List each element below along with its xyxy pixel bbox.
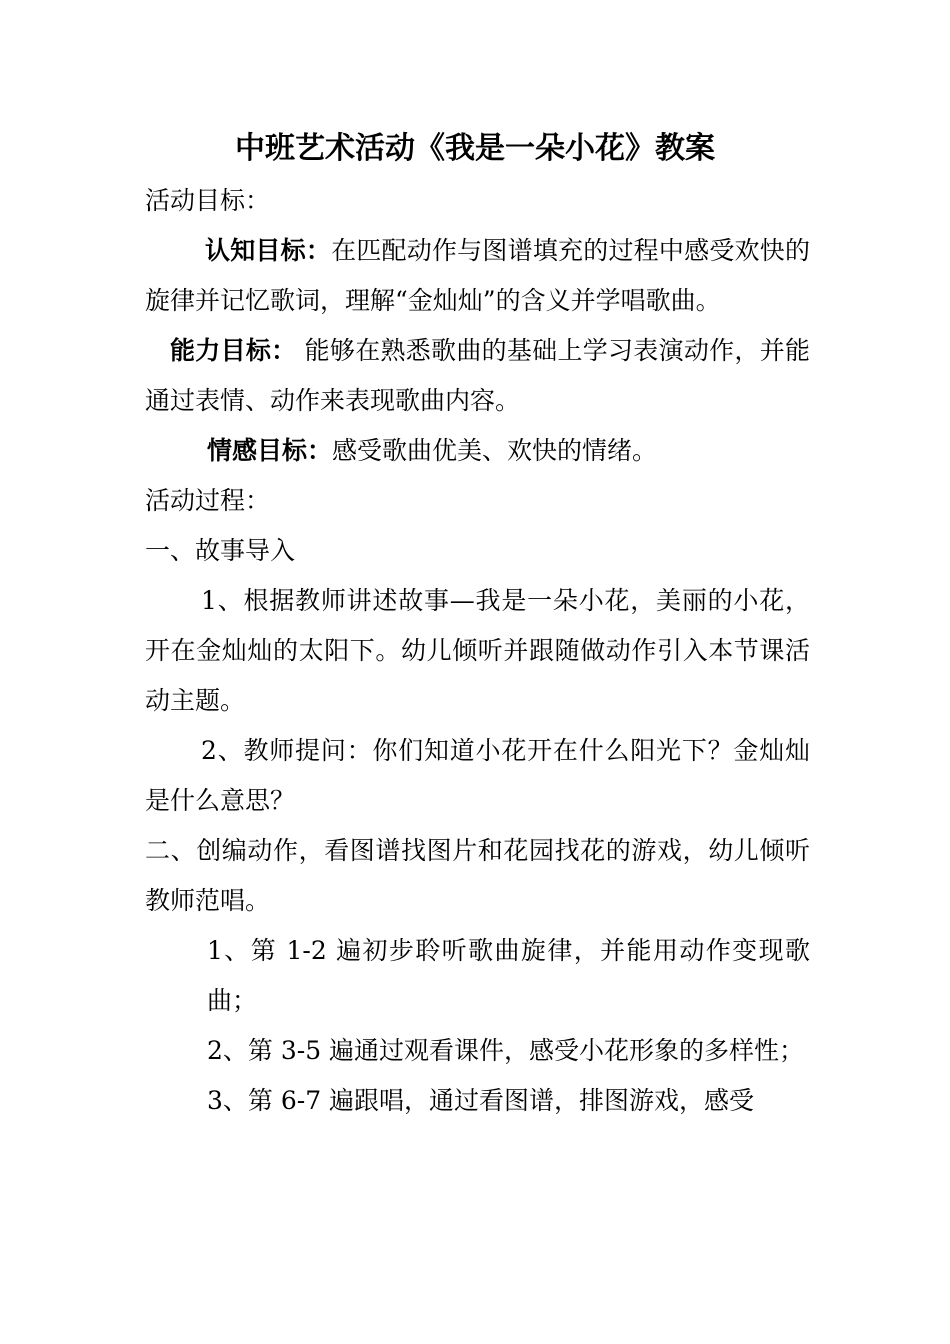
emotion-goal-label: 情感目标： [207,436,333,465]
cognitive-goal-text: 在匹配动作与图谱填充的过程中感受欢快的旋律并记忆歌词，理解“金灿灿”的含义并学唱歌曲。 [145,236,810,315]
ability-goal-label: 能力目标： [170,336,297,365]
section-1-item-2: 2、教师提问：你们知道小花开在什么阳光下？金灿灿是什么意思？ [145,736,810,815]
section-2-item-3: 3、第 6-7 遍跟唱，通过看图谱，排图游戏，感受 [207,1086,755,1115]
section-2-item-2: 2、第 3-5 遍通过观看课件，感受小花形象的多样性； [207,1036,805,1065]
ability-goal-text: 能够在熟悉歌曲的基础上学习表演动作，并能通过表情、动作来表现歌曲内容。 [145,336,810,415]
section-2-heading: 二、创编动作，看图谱找图片和花园找花的游戏，幼儿倾听教师范唱。 [145,836,810,915]
document-title: 中班艺术活动《我是一朵小花》教案 [235,131,715,166]
cognitive-goal-label: 认知目标： [205,236,332,265]
section-1-heading: 一、故事导入 [145,536,296,565]
section-2-item-1: 1、第 1-2 遍初步聆听歌曲旋律，并能用动作变现歌曲； [207,936,810,1015]
goals-heading: 活动目标： [145,186,271,215]
document-body [145,176,810,1126]
emotion-goal-text: 感受歌曲优美、欢快的情绪。 [332,436,658,465]
process-heading: 活动过程： [145,486,271,515]
section-1-item-1: 1、根据教师讲述故事—我是一朵小花，美丽的小花，开在金灿灿的太阳下。幼儿倾听并跟随做动作引入本节课活动主题。 [145,586,810,715]
cognitive-goal-paragraph [145,226,810,326]
emotion-goal-paragraph [145,426,810,476]
ability-goal-paragraph [145,326,810,426]
